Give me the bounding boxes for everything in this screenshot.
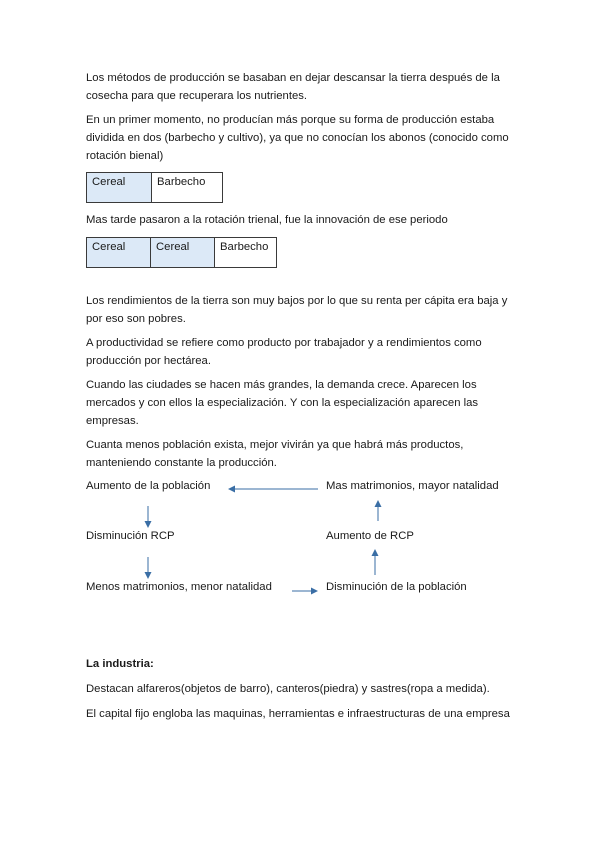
node-disminucion-rcp: Disminución RCP xyxy=(86,530,175,542)
cell-cereal-2: Cereal xyxy=(151,238,215,268)
paragraph-metodos: Los métodos de producción se basaban en dejar descansar la tierra después de la cosecha para que recuperara los nutrientes. xyxy=(86,72,500,102)
paragraph-poblacion: Cuanta menos población exista, mejor vivirán ya que habrá más productos, manteniendo constante la producción. xyxy=(86,439,464,469)
node-aumento-poblacion: Aumento de la población xyxy=(86,480,211,492)
paragraph-capital-fijo: El capital fijo engloba las maquinas, herramientas e infraestructuras de una empresa xyxy=(86,708,510,720)
cell-cereal-1: Cereal xyxy=(87,238,151,268)
node-disminucion-poblacion: Disminución de la población xyxy=(326,581,467,593)
cell-barbecho: Barbecho xyxy=(152,173,223,203)
paragraph-rotacion-trienal: Mas tarde pasaron a la rotación trienal, fue la innovación de ese periodo xyxy=(86,214,448,226)
heading-la-industria: La industria: xyxy=(86,658,154,670)
cell-barbecho: Barbecho xyxy=(215,238,277,268)
node-aumento-rcp: Aumento de RCP xyxy=(326,530,414,542)
paragraph-rendimientos: Los rendimientos de la tierra son muy bajos por lo que su renta per cápita era baja y por eso son pobres. xyxy=(86,295,508,325)
node-menos-matrimonios: Menos matrimonios, menor natalidad xyxy=(86,581,272,593)
paragraph-alfareros: Destacan alfareros(objetos de barro), canteros(piedra) y sastres(ropa a medida). xyxy=(86,683,490,695)
paragraph-productividad: A productividad se refiere como producto por trabajador y a rendimientos como producción por hectárea. xyxy=(86,337,482,367)
paragraph-primer-momento: En un primer momento, no producían más porque su forma de producción estaba dividida en dos (barbecho y cultivo), ya que no conocían los abonos (conocido como rotación bienal) xyxy=(86,114,509,162)
cell-cereal: Cereal xyxy=(87,173,152,203)
paragraph-ciudades: Cuando las ciudades se hacen más grandes, la demanda crece. Aparecen los mercados y con ellos la especialización. Y con la especialización aparecen las empresas. xyxy=(86,379,479,427)
node-mas-matrimonios: Mas matrimonios, mayor natalidad xyxy=(326,480,499,492)
